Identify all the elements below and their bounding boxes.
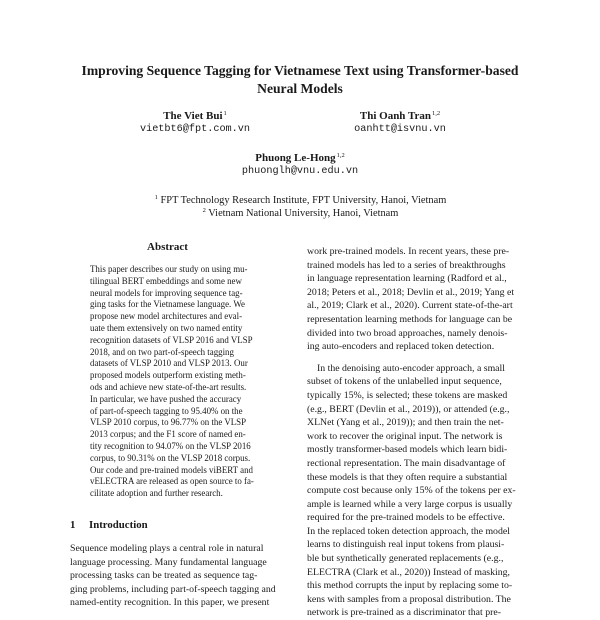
abstract-line: datasets of VLSP 2010 and VLSP 2013. Our [90,358,248,369]
abstract-line: proposed models outperform existing meth- [90,370,246,381]
abstract-line: vELECTRA are released as open source to fa- [90,476,254,487]
author-email-3: phuonglh@vnu.edu.vn [241,166,359,177]
author-1-affil-mark: 1 [223,110,227,117]
affiliation-2-mark: 2 [202,207,206,214]
abstract-line: Our code and pre-trained models viBERT and [90,464,253,475]
section-title: Introduction [89,519,148,531]
right-para2-line: In the replaced token detection approach, the model [307,525,510,537]
right-para2-line: compute cost because only 15% of the tokens per ex- [307,485,516,497]
abstract-heading: Abstract [147,241,188,253]
affiliation-2-text: Vietnam National University, Hanoi, Vietnam [208,208,399,219]
abstract-line: corpus, to 90.31% on the VLSP 2018 corpus. [90,452,251,463]
right-para1-line: in language representation learning (Radford et al., [307,273,507,285]
affiliation-2 [0,207,600,219]
right-para1-line: trained models has led to a series of breakthroughs [307,259,506,271]
right-para2-line: XLNet (Yang et al., 2019)); and then train the net- [307,417,504,429]
right-para1-line: 2018; Peters et al., 2018; Devlin et al., 2019; Yang et [307,286,515,298]
right-para2-line: ELECTRA (Clark et al., 2020)) Instead of masking, [307,566,510,578]
abstract-line: cilitate adoption and further research. [90,488,223,499]
right-para2-line: (e.g., BERT (Devlin et al., 2019)), or attended (e.g., [307,403,510,415]
abstract-line: propose new model architectures and eval- [90,311,243,322]
title-line-1: Improving Sequence Tagging for Vietnamese Text using Transformer-based [81,63,519,78]
right-para2-line: learns to distinguish real input tokens from plausi- [307,539,505,551]
abstract-line: tity recognition to 94.07% on the VLSP 2016 [90,440,251,451]
abstract-line: VLSP 2010 corpus, to 96.77% on the VLSP [90,417,247,428]
section-heading-introduction [70,519,148,531]
right-para2-line: network is pre-trained as a discriminator that pre- [307,607,501,619]
right-para1-line: al., 2019; Clark et al., 2020). Current state-of-the-art [307,300,513,312]
intro-line: named-entity recognition. In this paper, we present [70,597,270,609]
right-para1-line: work pre-trained models. In recent years, these pre- [307,246,510,257]
author-1-name-text: The Viet Bui [163,110,223,122]
right-para1-line: divided into two broad approaches, namely denois- [307,327,508,339]
right-para2-line: this method corrupts the input by replacing some to- [307,580,513,592]
intro-line: processing tasks can be treated as sequence tag- [70,570,258,582]
abstract-line: ging tasks for the Vietnamese language. We [90,299,245,310]
right-para2-line: ble but synthetically generated replacements (e.g., [307,553,504,565]
abstract-line: tilingual BERT embeddings and some new [90,275,242,286]
author-name-3 [230,152,370,164]
abstract-line: This paper describes our study on using mu- [90,264,248,274]
affiliation-1-mark: 1 [154,194,158,201]
intro-line: language processing. Many fundamental language [70,556,267,568]
author-2-name-text: Thi Oanh Tran [359,110,431,122]
section-number: 1 [70,519,76,531]
right-para2-line: subset of tokens of the unlabelled input sequence, [307,376,502,388]
affiliation-1-text: FPT Technology Research Institute, FPT University, Hanoi, Vietnam [160,195,447,206]
abstract-line: recognition datasets of VLSP 2016 and VLSP [90,334,253,345]
affiliation-1 [0,194,600,206]
abstract-line: of part-of-speech tagging to 95.40% on the [90,405,243,416]
abstract-line: 2018, and on two part-of-speech tagging [90,346,234,357]
right-para2-line: kens with samples from a proposal distribution. The [307,593,511,605]
author-3-affil-mark: 1,2 [336,152,345,159]
title-line-2: Neural Models [257,81,343,96]
right-para2-line: ample is learned while a very large corpus is usually [307,498,513,510]
author-name-1 [140,110,250,122]
author-email-1: vietbt6@fpt.com.vn [139,124,251,135]
right-para2-line: typically 15%, is selected; these tokens are masked [307,389,508,401]
abstract-line: In particular, we have pushed the accuracy [90,393,242,404]
abstract-body [90,264,272,500]
abstract-line: 2013 corpus; and the F1 score of named en- [90,429,246,440]
paper-title [40,62,560,98]
author-name-2 [345,110,455,122]
right-para2-line: rectional representation. The main disadvantage of [307,457,506,469]
right-para2-line: these models is that they often require a substantial [307,471,508,483]
author-2-affil-mark: 1,2 [432,110,441,117]
right-para2-line: required for the pre-trained models to be effective. [307,512,505,524]
intro-line: ging problems, including part-of-speech tagging and [70,583,276,595]
intro-line: Sequence modeling plays a central role in natural [70,543,264,554]
right-para2-line: mostly transformer-based models which learn bidi- [307,444,508,456]
abstract-line: uate them extensively on two named entity [90,322,243,333]
author-email-2: oanhtt@isvnu.vn [354,124,446,135]
abstract-line: ods and achieve new state-of-the-art results. [90,381,247,392]
right-column-body [307,245,531,620]
right-para2-line: work to recover the original input. The network is [307,430,503,442]
author-3-name-text: Phuong Le-Hong [255,152,336,164]
abstract-line: neural models for improving sequence tag- [90,287,243,298]
right-para1-line: representation learning methods for language can be [307,313,513,325]
right-para1-line: ing auto-encoders and replaced token detection. [307,341,495,353]
right-para2-line: In the denoising auto-encoder approach, a small [317,362,505,374]
